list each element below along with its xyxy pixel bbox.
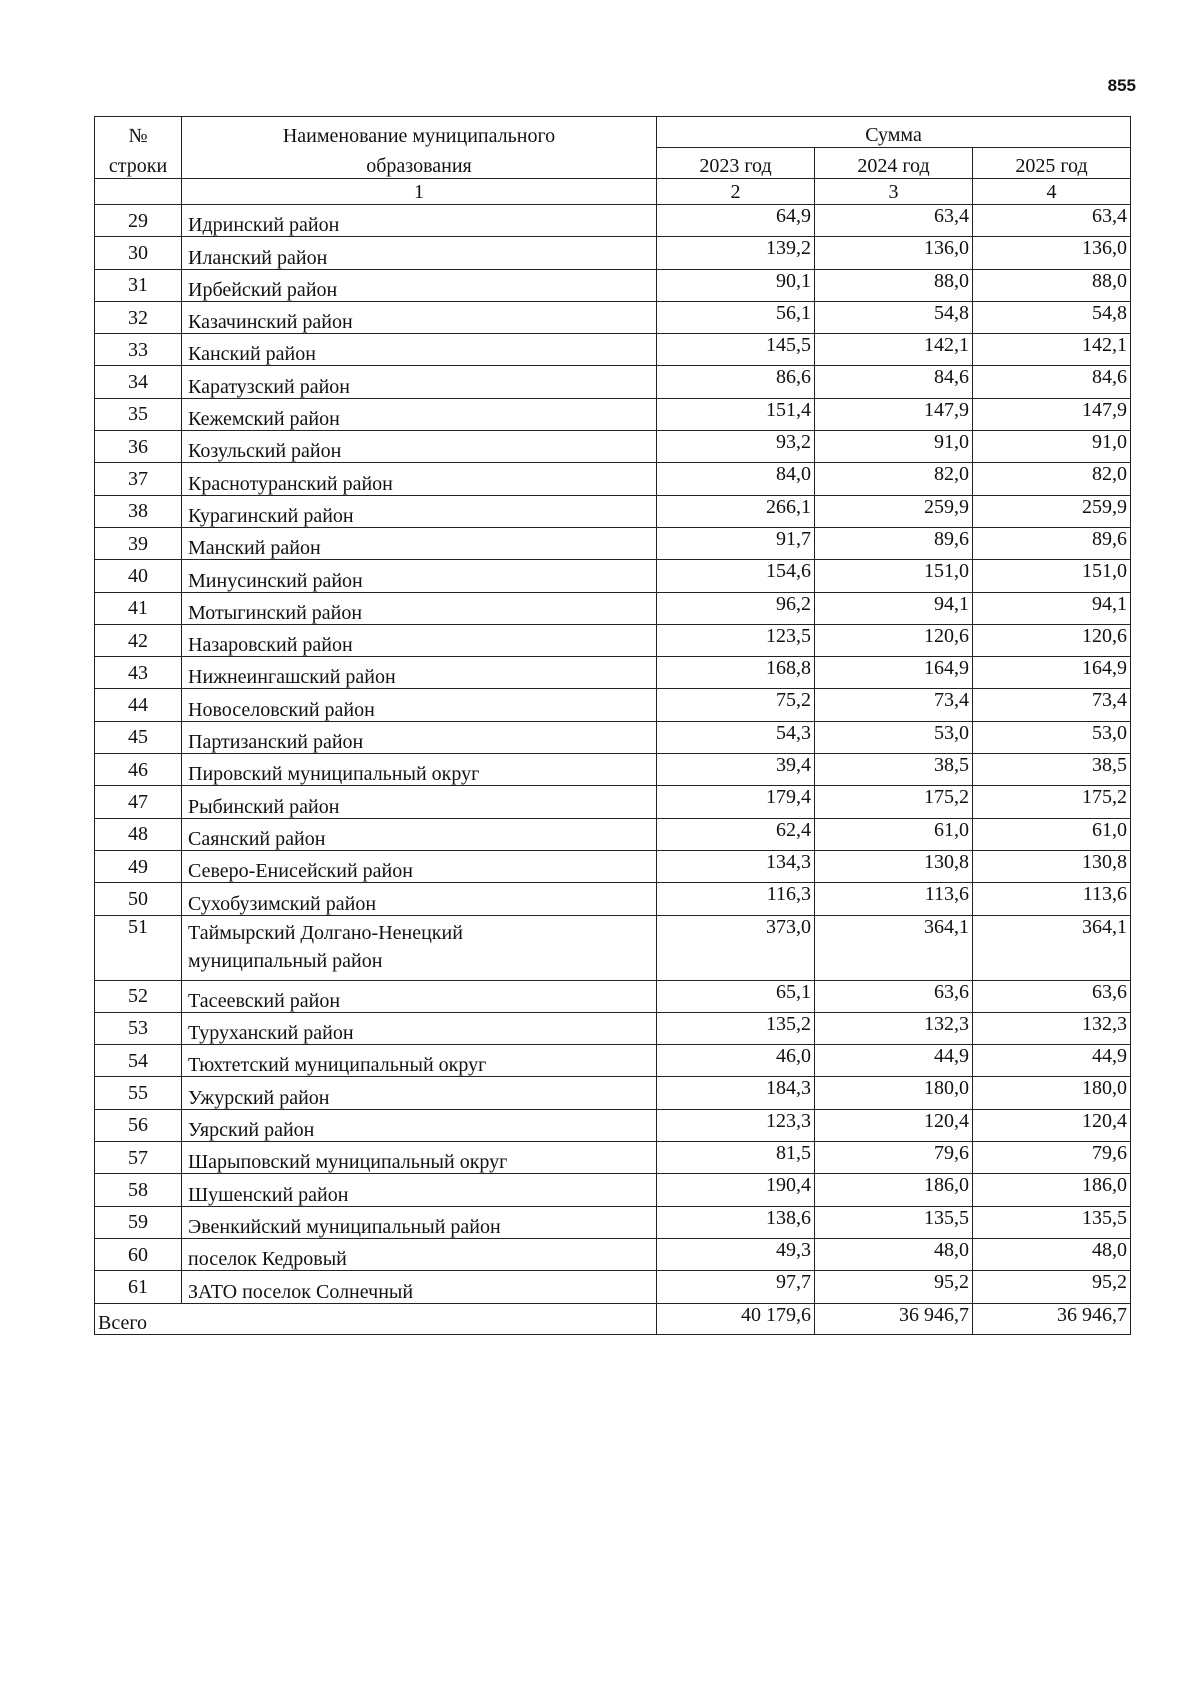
table-row [95, 463, 1131, 495]
amount-2023: 81,5 [657, 1142, 815, 1174]
amount-2024: 38,5 [815, 754, 973, 786]
amount-2025: 63,4 [973, 205, 1131, 237]
row-number: 58 [95, 1174, 182, 1206]
column-number-blank [95, 179, 182, 205]
table-row [95, 657, 1131, 689]
amount-2025: 89,6 [973, 527, 1131, 559]
municipality-name [182, 754, 657, 786]
municipality-name-line: Сухобузимский район [188, 892, 377, 915]
municipality-name [182, 1142, 657, 1174]
municipality-name [182, 301, 657, 333]
amount-2024: 94,1 [815, 592, 973, 624]
amount-2025: 53,0 [973, 721, 1131, 753]
amount-2025: 91,0 [973, 431, 1131, 463]
municipality-name [182, 883, 657, 915]
row-number-header-line2: строки [95, 148, 182, 179]
amount-2023: 139,2 [657, 237, 815, 269]
amount-2025: 130,8 [973, 850, 1131, 882]
municipality-name-line: Краснотуранский район [188, 472, 393, 495]
amount-2025: 61,0 [973, 818, 1131, 850]
municipality-name-line: Шушенский район [188, 1183, 349, 1206]
municipality-name [182, 1174, 657, 1206]
amount-2024: 130,8 [815, 850, 973, 882]
municipality-name-line: Минусинский район [188, 569, 363, 592]
amount-2023: 49,3 [657, 1238, 815, 1270]
table-row [95, 624, 1131, 656]
municipality-name-line: Каратузский район [188, 375, 350, 398]
municipality-name-line: Иланский район [188, 246, 328, 269]
amount-2023: 96,2 [657, 592, 815, 624]
amount-2024: 142,1 [815, 334, 973, 366]
table-row [95, 980, 1131, 1012]
amount-2023: 151,4 [657, 398, 815, 430]
municipality-name-line: Эвенкийский муниципальный район [188, 1215, 501, 1238]
amount-2025: 147,9 [973, 398, 1131, 430]
table-row [95, 205, 1131, 237]
municipality-name [182, 527, 657, 559]
amount-2025: 164,9 [973, 657, 1131, 689]
amount-2024: 180,0 [815, 1077, 973, 1109]
amount-2023: 65,1 [657, 980, 815, 1012]
row-number: 52 [95, 980, 182, 1012]
row-number: 44 [95, 689, 182, 721]
municipality-name [182, 398, 657, 430]
row-number: 37 [95, 463, 182, 495]
table-row [95, 1142, 1131, 1174]
amount-2024: 135,5 [815, 1206, 973, 1238]
table-row [95, 592, 1131, 624]
municipality-name-line: Шарыповский муниципальный округ [188, 1151, 508, 1174]
amount-2024: 364,1 [815, 915, 973, 980]
amount-2024: 164,9 [815, 657, 973, 689]
table-row [95, 334, 1131, 366]
row-number: 47 [95, 786, 182, 818]
row-number: 49 [95, 850, 182, 882]
table-row [95, 883, 1131, 915]
amount-2023: 168,8 [657, 657, 815, 689]
municipality-name-line: Тюхтетский муниципальный округ [188, 1054, 487, 1077]
municipality-name-line: Казачинский район [188, 311, 353, 334]
municipality-name-line: Туруханский район [188, 1022, 354, 1045]
column-number-2: 2 [657, 179, 815, 205]
amount-2023: 373,0 [657, 915, 815, 980]
row-number: 59 [95, 1206, 182, 1238]
amount-2025: 259,9 [973, 495, 1131, 527]
sum-header: Сумма [657, 117, 1131, 148]
row-number-header: № [95, 117, 182, 148]
amount-2024: 147,9 [815, 398, 973, 430]
row-number: 55 [95, 1077, 182, 1109]
amount-2025: 151,0 [973, 560, 1131, 592]
amount-2025: 48,0 [973, 1238, 1131, 1270]
row-number: 35 [95, 398, 182, 430]
table-row [95, 915, 1131, 980]
municipality-name-header: Наименование муниципального [182, 117, 657, 148]
column-number-row [95, 179, 1131, 205]
column-number-1: 1 [182, 179, 657, 205]
amount-2024: 91,0 [815, 431, 973, 463]
page-number: 855 [1107, 76, 1136, 95]
municipality-name [182, 1206, 657, 1238]
amount-2024: 84,6 [815, 366, 973, 398]
amount-2024: 151,0 [815, 560, 973, 592]
table-row [95, 818, 1131, 850]
amount-2023: 90,1 [657, 269, 815, 301]
municipality-name [182, 721, 657, 753]
column-number-4: 4 [973, 179, 1131, 205]
amount-2023: 266,1 [657, 495, 815, 527]
municipality-name [182, 1238, 657, 1270]
header-row [95, 117, 1131, 148]
amount-2023: 190,4 [657, 1174, 815, 1206]
municipality-name [182, 592, 657, 624]
table-row [95, 1077, 1131, 1109]
municipality-name-line: Саянский район [188, 827, 326, 850]
amount-2024: 136,0 [815, 237, 973, 269]
amount-2024: 259,9 [815, 495, 973, 527]
municipality-name [182, 560, 657, 592]
amount-2025: 63,6 [973, 980, 1131, 1012]
amount-2024: 120,6 [815, 624, 973, 656]
municipality-name [182, 850, 657, 882]
municipality-name [182, 1077, 657, 1109]
amount-2024: 63,4 [815, 205, 973, 237]
municipality-name-line: Пировский муниципальный округ [188, 763, 480, 786]
amount-2023: 145,5 [657, 334, 815, 366]
amount-2023: 75,2 [657, 689, 815, 721]
amount-2025: 120,6 [973, 624, 1131, 656]
row-number: 60 [95, 1238, 182, 1270]
amount-2024: 61,0 [815, 818, 973, 850]
municipality-name [182, 269, 657, 301]
amount-2023: 46,0 [657, 1045, 815, 1077]
total-label: Всего [95, 1303, 657, 1334]
row-number: 50 [95, 883, 182, 915]
amount-2024: 186,0 [815, 1174, 973, 1206]
municipality-name-line: Северо-Енисейский район [188, 860, 413, 883]
amount-2023: 86,6 [657, 366, 815, 398]
amount-2025: 95,2 [973, 1271, 1131, 1303]
amount-2023: 116,3 [657, 883, 815, 915]
amount-2025: 186,0 [973, 1174, 1131, 1206]
amount-2024: 113,6 [815, 883, 973, 915]
amount-2023: 93,2 [657, 431, 815, 463]
municipality-name-line: Партизанский район [188, 731, 364, 754]
table-row [95, 560, 1131, 592]
row-number: 48 [95, 818, 182, 850]
municipality-name-line: Кежемский район [188, 408, 340, 431]
amount-2024: 54,8 [815, 301, 973, 333]
amount-2023: 39,4 [657, 754, 815, 786]
amount-2023: 64,9 [657, 205, 815, 237]
municipality-name-line: Таймырский Долгано-Ненецкий [188, 921, 463, 944]
amount-2023: 184,3 [657, 1077, 815, 1109]
amount-2023: 179,4 [657, 786, 815, 818]
table-row [95, 689, 1131, 721]
amount-2024: 53,0 [815, 721, 973, 753]
amount-2024: 88,0 [815, 269, 973, 301]
amount-2024: 63,6 [815, 980, 973, 1012]
row-number: 42 [95, 624, 182, 656]
amount-2023: 154,6 [657, 560, 815, 592]
municipality-name-line: Рыбинский район [188, 795, 340, 818]
table-row [95, 1045, 1131, 1077]
amount-2025: 175,2 [973, 786, 1131, 818]
amount-2024: 82,0 [815, 463, 973, 495]
municipality-name-line: Манский район [188, 537, 321, 560]
row-number: 46 [95, 754, 182, 786]
municipality-name [182, 818, 657, 850]
row-number: 61 [95, 1271, 182, 1303]
amount-2023: 134,3 [657, 850, 815, 882]
row-number: 57 [95, 1142, 182, 1174]
municipality-name [182, 689, 657, 721]
table-row [95, 1206, 1131, 1238]
row-number: 53 [95, 1012, 182, 1044]
table-row [95, 431, 1131, 463]
municipality-name-line: Ужурский район [188, 1086, 330, 1109]
column-number-3: 3 [815, 179, 973, 205]
row-number: 30 [95, 237, 182, 269]
municipality-name-line: Идринский район [188, 214, 340, 237]
row-number: 32 [95, 301, 182, 333]
table-row [95, 1012, 1131, 1044]
amount-2025: 120,4 [973, 1109, 1131, 1141]
municipality-name-line: ЗАТО поселок Солнечный [188, 1280, 414, 1303]
amount-2025: 113,6 [973, 883, 1131, 915]
amount-2023: 62,4 [657, 818, 815, 850]
table-row [95, 527, 1131, 559]
row-number: 31 [95, 269, 182, 301]
table-row [95, 237, 1131, 269]
budget-table [94, 116, 1131, 1335]
header-row-years [95, 148, 1131, 179]
amount-2025: 364,1 [973, 915, 1131, 980]
amount-2025: 180,0 [973, 1077, 1131, 1109]
municipality-name [182, 980, 657, 1012]
amount-2023: 54,3 [657, 721, 815, 753]
amount-2025: 84,6 [973, 366, 1131, 398]
table-row [95, 721, 1131, 753]
amount-2023: 97,7 [657, 1271, 815, 1303]
municipality-name-line: Курагинский район [188, 504, 354, 527]
total-row [95, 1303, 1131, 1334]
amount-2025: 136,0 [973, 237, 1131, 269]
amount-2024: 48,0 [815, 1238, 973, 1270]
municipality-name-line: поселок Кедровый [188, 1248, 347, 1271]
row-number: 56 [95, 1109, 182, 1141]
amount-2025: 44,9 [973, 1045, 1131, 1077]
municipality-name-line: Назаровский район [188, 634, 353, 657]
amount-2023: 84,0 [657, 463, 815, 495]
municipality-name [182, 334, 657, 366]
row-number: 51 [95, 915, 182, 980]
amount-2023: 56,1 [657, 301, 815, 333]
amount-2024: 79,6 [815, 1142, 973, 1174]
total-amount-2025: 36 946,7 [973, 1303, 1131, 1334]
municipality-name [182, 495, 657, 527]
row-number: 33 [95, 334, 182, 366]
year-header-2024: 2024 год [815, 148, 973, 179]
municipality-name [182, 237, 657, 269]
amount-2025: 142,1 [973, 334, 1131, 366]
municipality-name-line: Ирбейский район [188, 278, 338, 301]
table-row [95, 786, 1131, 818]
year-header-2023: 2023 год [657, 148, 815, 179]
row-number: 39 [95, 527, 182, 559]
municipality-name-line: Канский район [188, 343, 316, 366]
municipality-name-line: Новоселовский район [188, 698, 375, 721]
amount-2024: 120,4 [815, 1109, 973, 1141]
municipality-name [182, 1271, 657, 1303]
municipality-name [182, 1012, 657, 1044]
amount-2025: 73,4 [973, 689, 1131, 721]
row-number: 40 [95, 560, 182, 592]
municipality-name [182, 624, 657, 656]
row-number: 36 [95, 431, 182, 463]
municipality-name [182, 657, 657, 689]
table-row [95, 495, 1131, 527]
municipality-name-line: Тасеевский район [188, 989, 341, 1012]
municipality-name [182, 915, 657, 980]
municipality-name-line: муниципальный район [188, 949, 383, 972]
row-number: 34 [95, 366, 182, 398]
table-row [95, 366, 1131, 398]
municipality-name [182, 786, 657, 818]
amount-2025: 94,1 [973, 592, 1131, 624]
municipality-name-line: Уярский район [188, 1119, 315, 1142]
amount-2025: 82,0 [973, 463, 1131, 495]
row-number: 43 [95, 657, 182, 689]
municipality-name [182, 205, 657, 237]
amount-2024: 175,2 [815, 786, 973, 818]
municipality-name-line: Козульский район [188, 440, 342, 463]
amount-2023: 138,6 [657, 1206, 815, 1238]
amount-2024: 73,4 [815, 689, 973, 721]
amount-2025: 88,0 [973, 269, 1131, 301]
table-row [95, 1238, 1131, 1270]
table-row [95, 398, 1131, 430]
municipality-name-line: Нижнеингашский район [188, 666, 396, 689]
total-amount-2024: 36 946,7 [815, 1303, 973, 1334]
table-row [95, 850, 1131, 882]
municipality-name [182, 463, 657, 495]
table-row [95, 754, 1131, 786]
amount-2023: 123,3 [657, 1109, 815, 1141]
table-row [95, 1109, 1131, 1141]
municipality-name-header-line2: образования [182, 148, 657, 179]
row-number: 41 [95, 592, 182, 624]
total-amount-2023: 40 179,6 [657, 1303, 815, 1334]
amount-2024: 44,9 [815, 1045, 973, 1077]
municipality-name [182, 431, 657, 463]
row-number: 38 [95, 495, 182, 527]
amount-2025: 54,8 [973, 301, 1131, 333]
amount-2023: 91,7 [657, 527, 815, 559]
amount-2024: 89,6 [815, 527, 973, 559]
table-row [95, 269, 1131, 301]
row-number: 45 [95, 721, 182, 753]
amount-2023: 123,5 [657, 624, 815, 656]
row-number: 54 [95, 1045, 182, 1077]
municipality-name [182, 366, 657, 398]
amount-2025: 38,5 [973, 754, 1131, 786]
table-row [95, 1271, 1131, 1303]
table-row [95, 1174, 1131, 1206]
amount-2024: 132,3 [815, 1012, 973, 1044]
municipality-name [182, 1109, 657, 1141]
municipality-name [182, 1045, 657, 1077]
amount-2024: 95,2 [815, 1271, 973, 1303]
amount-2025: 135,5 [973, 1206, 1131, 1238]
table-row [95, 301, 1131, 333]
amount-2025: 132,3 [973, 1012, 1131, 1044]
amount-2025: 79,6 [973, 1142, 1131, 1174]
municipality-name-line: Мотыгинский район [188, 601, 363, 624]
amount-2023: 135,2 [657, 1012, 815, 1044]
row-number: 29 [95, 205, 182, 237]
year-header-2025: 2025 год [973, 148, 1131, 179]
